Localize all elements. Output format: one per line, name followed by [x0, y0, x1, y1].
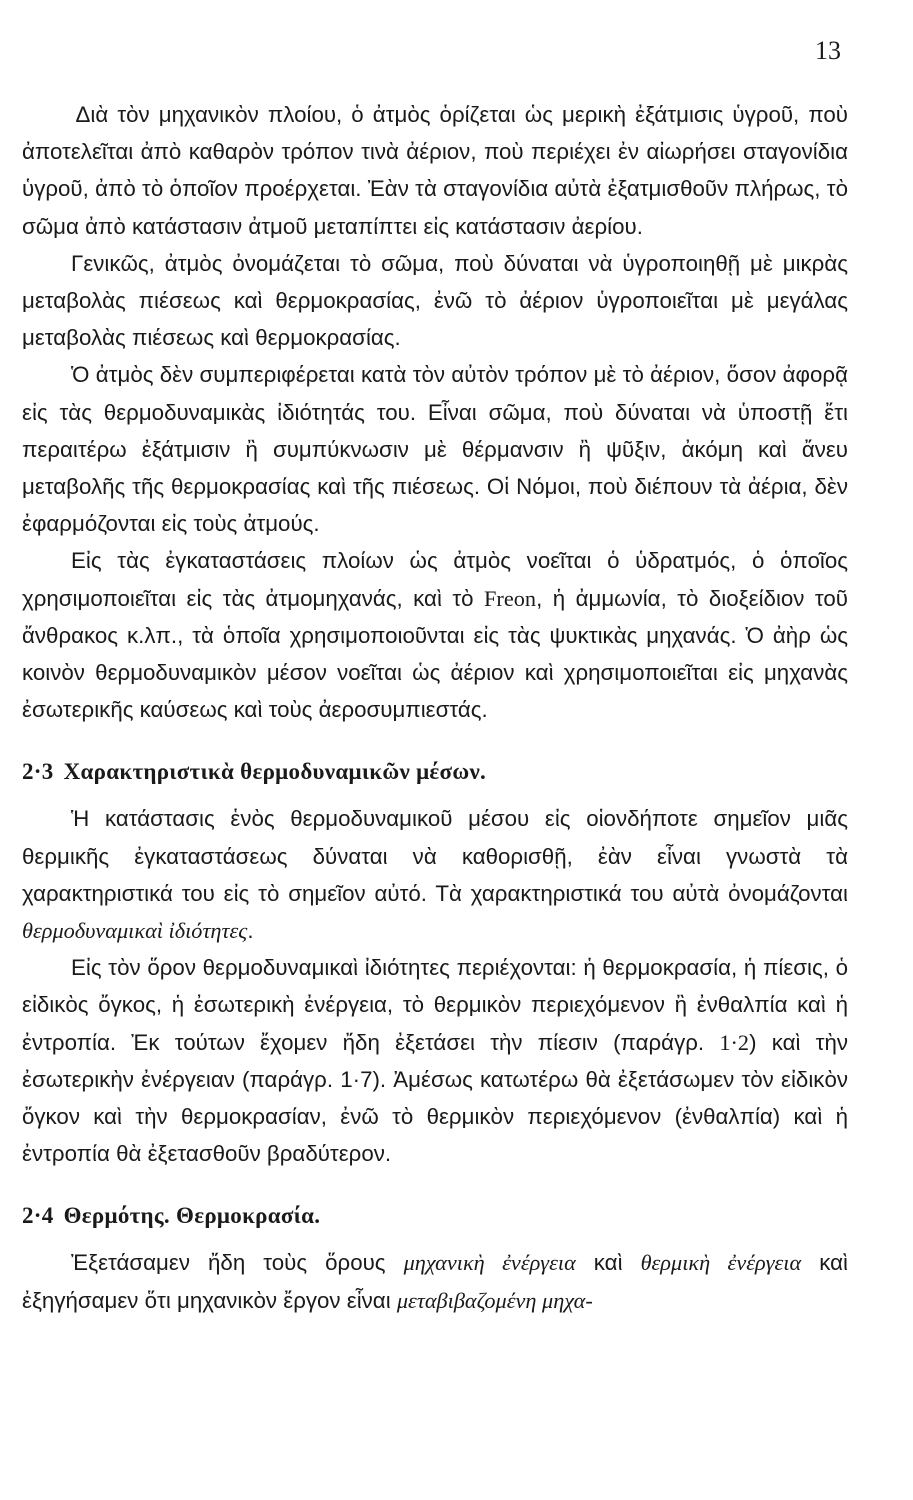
- paragraph-text: , ἡ ἀμμωνία, τὸ διοξείδιον τοῦ ἄνθρακος κ.λπ., τὰ ὁποῖα χρησιμοποιοῦνται εἰς τὰς ψυκτικὰς μηχανάς. Ὁ ἀὴρ ὡς κοινὸν θερμοδυναμικὸν μέσον νοεῖται ὡς ἀέριον καὶ χρησιμοποιεῖται εἰς μηχανὰς ἐσωτερικῆς καύσεως καὶ τοὺς ἀεροσυμπιεστάς.: [22, 585, 848, 723]
- paragraph-steam-behaviour: Ὁ ἀτμὸς δὲν συμπεριφέρεται κατὰ τὸν αὐτὸν τρόπον μὲ τὸ ἀέριον, ὅσον ἀφορᾷ εἰς τὰς θερμοδυναμικὰς ἰδιότητάς του. Εἶναι σῶμα, ποὺ δύναται νὰ ὑποστῇ ἔτι περαιτέρω ἐξάτμισιν ἢ συμπύκνωσιν μὲ θέρμανσιν ἢ ψῦξιν, ἀκόμη καὶ ἄνευ μεταβολῆς τῆς θερμοκρασίας καὶ τῆς πιέσεως. Οἱ Νόμοι, ποὺ διέπουν τὰ ἀέρια, δὲν ἐφαρμόζονται εἰς τοὺς ἀτμούς.: [22, 362, 848, 537]
- italic-term: μεταβιβαζομένη μηχα-: [396, 1287, 593, 1313]
- paragraph-text: Ἡ κατάστασις ἑνὸς θερμοδυναμικοῦ μέσου εἰς οἱονδήποτε σημεῖον μιᾶς θερμικῆς ἐγκαταστάσεως δύναται νὰ καθορισθῇ, ἐὰν εἶναι γνωστὰ τὰ χαρακτηριστικά του εἰς τὸ σημεῖον αὐτό. Τὰ χαρακτηριστικά του αὐτὰ ὀνομάζονται: [22, 806, 848, 906]
- body-text: [22, 96, 848, 1319]
- paragraph-energy-terms: [22, 1244, 848, 1318]
- paragraph-reference: 1·2: [719, 1029, 750, 1055]
- freon-term: Freon: [484, 585, 537, 611]
- italic-term: θερμικὴ ἐνέργεια: [640, 1250, 802, 1276]
- paragraph-text: Εἰς τὸν ὅρον θερμοδυναμικαὶ ἰδιότητες περιέχονται: ἡ θερμοκρασία, ἡ πίεσις, ὁ εἰδικὸς ὄγκος, ἡ ἐσωτερικὴ ἐνέργεια, τὸ θερμικὸν περιεχόμενον ἢ ἐνθαλπία καὶ ἡ ἐντροπία. Ἐκ τούτων ἔχομεν ἤδη ἐξετάσει τὴν πίεσιν (παράγρ.: [22, 955, 848, 1055]
- paragraph-text: καὶ ἐξηγήσαμεν ὅτι μηχανικὸν ἔργον εἶναι: [22, 1250, 848, 1313]
- paragraph-steam-installations: [22, 542, 848, 728]
- paragraph-thermo-properties: [22, 949, 848, 1172]
- section-title: Θερμότης. Θερμοκρασία.: [63, 1203, 321, 1229]
- paragraph-text: Ἐξετάσαμεν ἤδη τοὺς ὅρους: [71, 1250, 404, 1276]
- italic-term: θερμοδυναμικαὶ ἰδιότητες: [22, 918, 248, 944]
- section-number: 2·4: [22, 1203, 54, 1229]
- section-heading-2-3: [22, 754, 848, 790]
- paragraph-steam-definition: Διὰ τὸν μηχανικὸν πλοίου, ὁ ἀτμὸς ὁρίζεται ὡς μερικὴ ἐξάτμισις ὑγροῦ, ποὺ ἀποτελεῖται ἀπὸ καθαρὸν τρόπον τινὰ ἀέριον, ποὺ περιέχει ἐν αἰωρήσει σταγονίδια ὑγροῦ, ἀπὸ τὸ ὁποῖον προέρχεται. Ἐὰν τὰ σταγονίδια αὐτὰ ἐξατμισθοῦν πλήρως, τὸ σῶμα ἀπὸ κατάστασιν ἀτμοῦ μεταπίπτει εἰς κατάστασιν ἀερίου.: [22, 102, 848, 239]
- paragraph-text: Εἰς τὰς ἐγκαταστάσεις πλοίων ὡς ἀτμὸς νοεῖται ὁ ὑδρατμός, ὁ ὁποῖος χρησιμοποιεῖται εἰς τὰς ἀτμομηχανάς, καὶ τὸ: [22, 548, 848, 611]
- paragraph-state-of-medium: [22, 800, 848, 949]
- italic-term: μηχανικὴ ἐνέργεια: [403, 1250, 576, 1276]
- section-heading-2-4: [22, 1198, 848, 1234]
- paragraph-text: .: [247, 918, 254, 944]
- paragraph-text: καὶ: [575, 1250, 641, 1276]
- paragraph-text: ) καὶ τὴν ἐσωτερικὴν ἐνέργειαν (παράγρ. 1·7). Ἀμέσως κατωτέρω θὰ ἐξετάσωμεν τὸν εἰδικὸν ὄγκον καὶ τὴν θερμοκρασίαν, ἐνῶ τὸ θερμικὸν περιεχόμενον (ἐνθαλπία) καὶ ἡ ἐντροπία θὰ ἐξετασθοῦν βραδύτερον.: [22, 1029, 848, 1167]
- section-number: 2·3: [22, 759, 54, 785]
- section-title: Χαρακτηριστικὰ θερμοδυναμικῶν μέσων.: [63, 759, 487, 785]
- page-number: 13: [815, 36, 841, 65]
- paragraph-steam-general: Γενικῶς, ἀτμὸς ὀνομάζεται τὸ σῶμα, ποὺ δύναται νὰ ὑγροποιηθῇ μὲ μικρὰς μεταβολὰς πιέσεως καὶ θερμοκρασίας, ἐνῶ τὸ ἀέριον ὑγροποιεῖται μὲ μεγάλας μεταβολὰς πιέσεως καὶ θερμοκρασίας.: [22, 250, 848, 351]
